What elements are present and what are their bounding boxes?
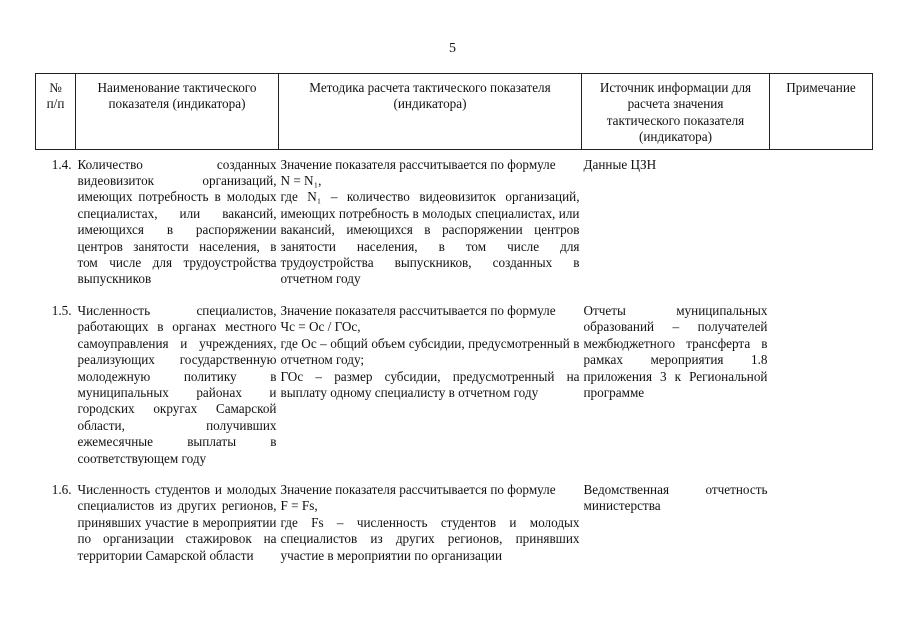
indicator-name: Количество созданных видеовизиток организаций, имеющих потребность в молодых специалистах, или вакансий, имеющихся в распоряжении центров занятости населения, в том числе для трудоустройства выпускников [77, 156, 277, 287]
method-description: где Ос – общий объем субсидии, предусмотренный в отчетном году; ГОс – размер субсидии, предусмотренный на выплату одному специалисту в отчетном году [280, 335, 580, 400]
info-source: Ведомственная отчетность министерства [583, 481, 768, 514]
header-num: № п/п [36, 74, 76, 150]
method-cell [279, 482, 582, 564]
formula: N = N₁, [280, 173, 322, 189]
row-number: 1.4. [51, 156, 72, 172]
table-row [36, 303, 873, 467]
method-description: где Fs – численность студентов и молодых специалистов из других регионов, принявших участие в мероприятии по организации [280, 514, 580, 563]
method-description: где N₁ – количество видеовизиток организаций, имеющих потребность в молодых специалистах, или вакансий, имеющихся в распоряжении центров занятости населения, в том числе для трудоустройства выпускников, созданных в отчетном году [280, 189, 580, 287]
formula: Чс = Ос / ГОс, [280, 319, 361, 335]
info-source: Данные ЦЗН [583, 156, 657, 172]
header-method: Методика расчета тактического показателя (индикатора) [279, 74, 582, 150]
indicator-name: Численность специалистов, работающих в органах местного самоуправления и учреждениях, реализующих государственную молодежную политику в муниципальных районах и городских округах Самарской области, получивших ежемесячные выплаты в соответствующем году [77, 302, 277, 466]
table-header-row [36, 74, 873, 150]
row-number: 1.6. [51, 481, 72, 497]
table-row [36, 482, 873, 564]
page-number: 5 [449, 41, 456, 56]
row-number: 1.5. [51, 302, 72, 318]
indicators-table [35, 73, 873, 564]
formula: F = Fs, [280, 498, 318, 514]
method-cell [279, 157, 582, 288]
method-intro: Значение показателя рассчитывается по формуле [280, 156, 556, 172]
info-source: Отчеты муниципальных образований – получателей межбюджетного трансферта в рамках мероприятия 1.8 приложения 3 к Региональной программе [583, 302, 768, 400]
method-cell [279, 303, 582, 467]
header-source: Источник информации для расчета значения тактического показателя (индикатора) [582, 74, 770, 150]
method-intro: Значение показателя рассчитывается по формуле [280, 302, 556, 318]
note [770, 303, 873, 467]
note [770, 157, 873, 288]
header-note: Примечание [770, 74, 873, 150]
indicator-name: Численность студентов и молодых специалистов из других регионов, принявших участие в мероприятии по организации стажировок на территории Самарской области [77, 481, 277, 563]
method-intro: Значение показателя рассчитывается по формуле [280, 481, 556, 497]
table-row [36, 157, 873, 288]
header-name: Наименование тактического показателя (индикатора) [76, 74, 279, 150]
note [770, 482, 873, 564]
